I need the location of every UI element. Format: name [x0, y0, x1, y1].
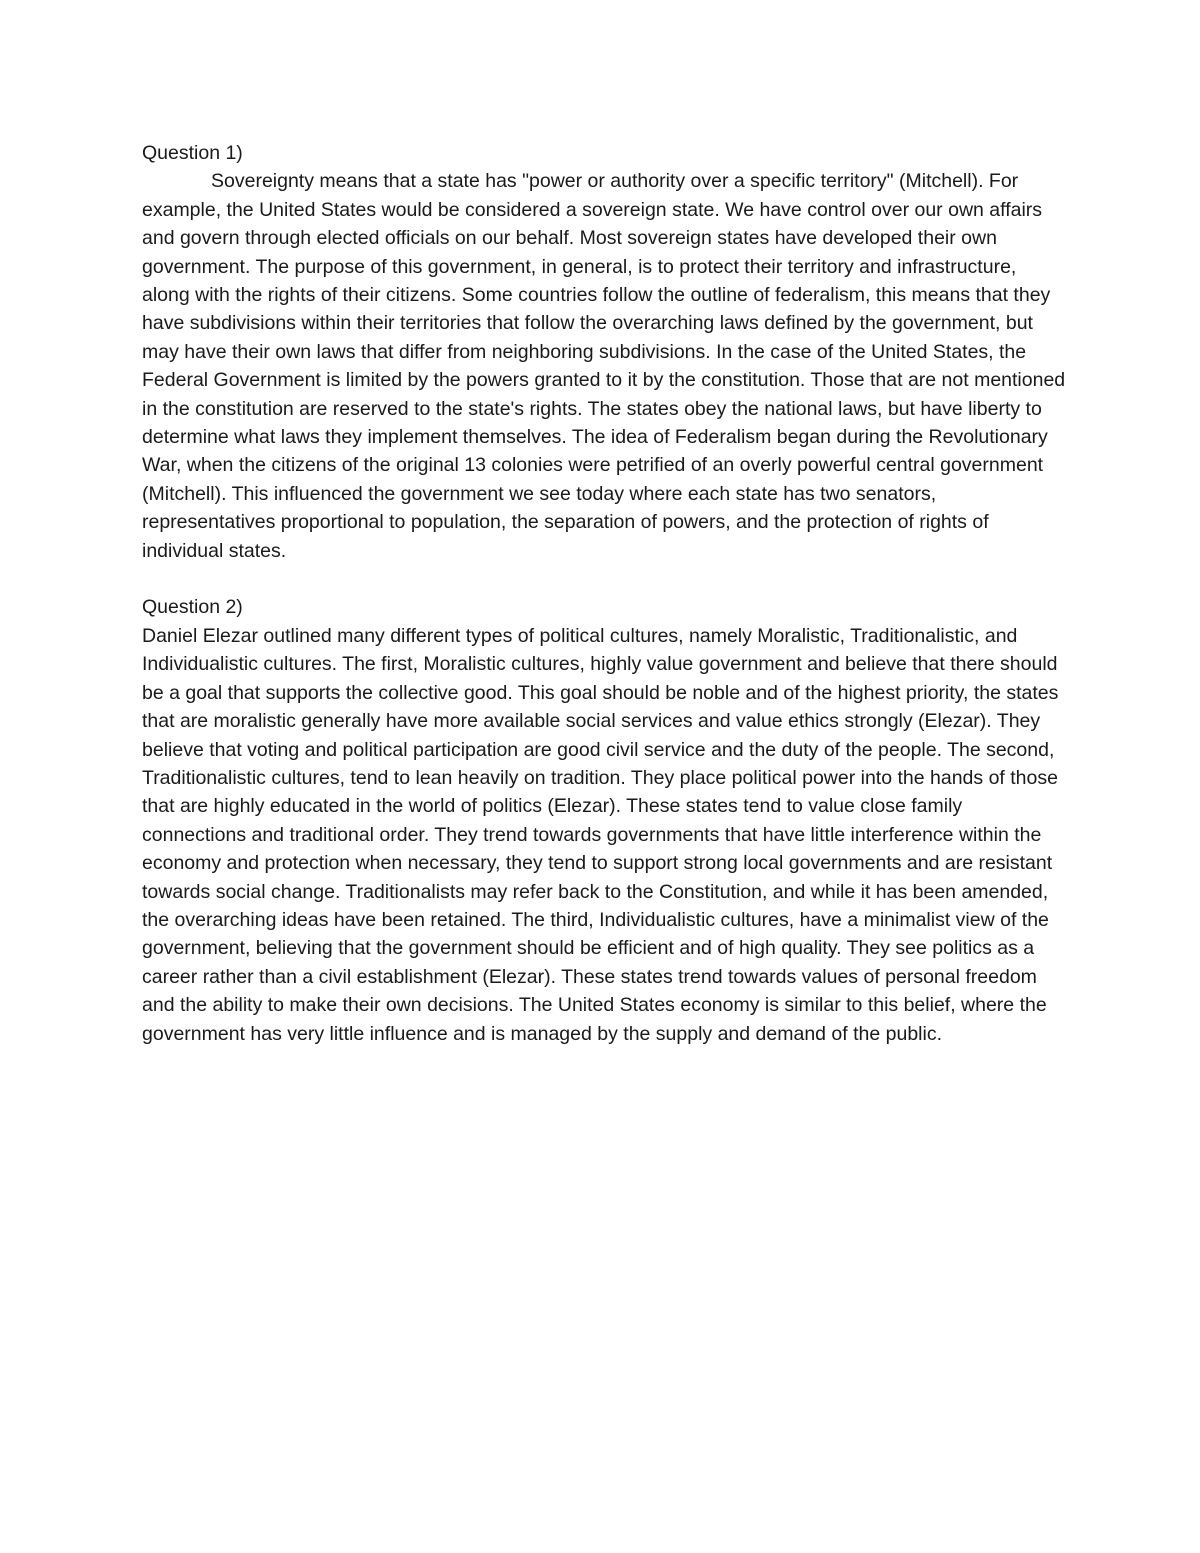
question-1-heading: Question 1): [142, 142, 243, 164]
question-1-section: [142, 139, 1067, 565]
question-1-paragraph: [142, 167, 1067, 565]
question-2-section: [142, 593, 1067, 1048]
section-spacer: [142, 565, 1067, 593]
document-body: [142, 139, 1067, 1048]
question-2-heading: Question 2): [142, 596, 243, 619]
question-2-paragraph: Daniel Elezar outlined many different types of political cultures, namely Moralistic, Traditionalistic, and Individualistic cultures. The first, Moralistic cultures, highly value government and believe that there should be a goal that supports the collective good. This goal should be noble and of the highest priority, the states that are moralistic generally have more available social services and value ethics strongly (Elezar). They believe that voting and political participation are good civil service and the duty of the people. The second, Traditionalistic cultures, tend to lean heavily on tradition. They place political power into the hands of those that are highly educated in the world of politics (Elezar). These states tend to value close family connections and traditional order. They trend towards governments that have little interference within the economy and protection when necessary, they tend to support strong local governments and are resistant towards social change. Traditionalists may refer back to the Constitution, and while it has been amended, the overarching ideas have been retained. The third, Individualistic cultures, have a minimalist view of the government, believing that the government should be efficient and of high quality. They see politics as a career rather than a civil establishment (Elezar). These states trend towards values of personal freedom and the ability to make their own decisions. The United States economy is similar to this belief, where the government has very little influence and is managed by the supply and demand of the public.: [142, 624, 1059, 1045]
question-1-paragraph-text: Sovereignty means that a state has "power or authority over a specific territory" (Mitchell). For example, the United States would be considered a sovereign state. We have control over our own affairs and govern through elected officials on our behalf. Most sovereign states have developed their own government. The purpose of this government, in general, is to protect their territory and infrastructure, along with the rights of their citizens. Some countries follow the outline of federalism, this means that they have subdivisions within their territories that follow the overarching laws defined by the government, but may have their own laws that differ from neighboring subdivisions. In the case of the United States, the Federal Government is limited by the powers granted to it by the constitution. Those that are not mentioned in the constitution are reserved to the state's rights. The states obey the national laws, but have liberty to determine what laws they implement themselves. The idea of Federalism began during the Revolutionary War, when the citizens of the original 13 colonies were petrified of an overly powerful central government (Mitchell). This influenced the government we see today where each state has two senators, representatives proportional to population, the separation of powers, and the protection of rights of individual states.: [142, 170, 1066, 562]
